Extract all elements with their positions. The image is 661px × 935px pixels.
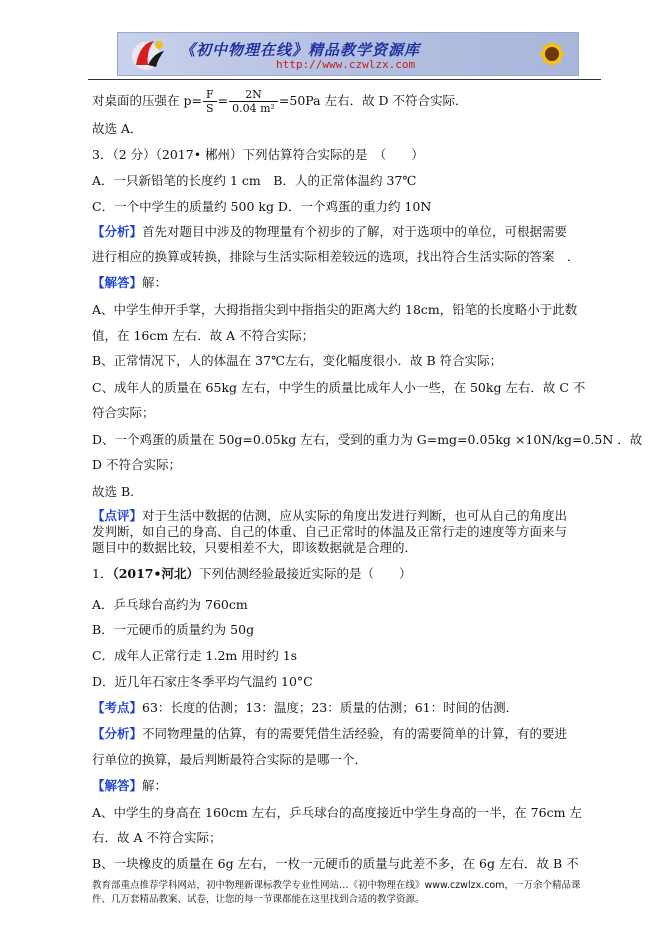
analysis-tag: 【分析】 <box>92 726 143 741</box>
question-3-options-ab: A．一只新铅笔的长度约 1 cm B．人的正常体温约 37℃ <box>92 173 417 188</box>
answer-line: 【解答】解： <box>92 778 168 793</box>
banner-url[interactable]: http://www.czwlzx.com <box>276 58 416 71</box>
text-line: A、中学生的身高在 160cm 左右，乒乓球台的高度接近中学生身高的一半，在 76cm 左 <box>92 805 582 820</box>
question-1-option-a: A．乒乓球台高约为 760cm <box>92 597 248 612</box>
text-line: 发判断，如自己的身高、自己的体重、自己正常时的体温及正常行走的速度等方面来与 <box>92 524 568 539</box>
analysis-line: 【分析】不同物理量的估算，有的需要凭借生活经验，有的需要简单的计算，有的要进 <box>92 726 568 741</box>
fraction-f-over-s: $\frac{F}{S}$ <box>203 88 217 115</box>
text-line: 符合实际； <box>92 405 155 420</box>
question-1-option-b: B．一元硬币的质量约为 50g <box>92 622 255 637</box>
text-line: D、一个鸡蛋的质量在 50g=0.05kg 左右，受到的重力为 G=mg=0.05kg ×10N/kg=0.5N ．故 <box>92 432 643 447</box>
text-line: 对桌面的压强在 p= $\frac{F}{S}$ = $\frac{2N}{\text{0.04 m²}}$ =50Pa 左右．故 D 不符合实际． <box>92 88 468 115</box>
footer-line-2: 件、几万套精品教案、试卷，让您的每一节课都能在这里找到合适的教学资源。 <box>92 894 425 905</box>
question-1-option-c: C．成年人正常行走 1.2m 用时约 1s <box>92 648 298 663</box>
site-logo-icon <box>126 35 170 73</box>
text-line: B、正常情况下，人的体温在 37℃左右，变化幅度很小．故 B 符合实际； <box>92 353 503 368</box>
text-line: 故选 B． <box>92 484 143 499</box>
text-line: 值，在 16cm 左右．故 A 不符合实际； <box>92 328 315 343</box>
question-1-option-d: D．近几年石家庄冬季平均气温约 10°C <box>92 674 313 689</box>
sunflower-icon <box>530 34 574 74</box>
text-line: 右．故 A 不符合实际； <box>92 830 222 845</box>
question-3-stem: 3．（2 分）（2017• 郴州）下列估算符合实际的是 （ ） <box>92 147 424 162</box>
answer-tag: 【解答】 <box>92 778 143 793</box>
answer-tag: 【解答】 <box>92 275 143 290</box>
text-line: D 不符合实际； <box>92 457 181 472</box>
header-divider <box>88 79 601 80</box>
knowledge-point-tag: 【考点】 <box>92 700 143 715</box>
footer-line-1: 教育部重点推荐学科网站，初中物理新课标教学专业性网站…《初中物理在线》www.czwlzx.com，一万余个精品课 <box>92 880 581 891</box>
text-line: 题目中的数据比较，只要相差不大，即该数据就是合理的． <box>92 540 418 555</box>
knowledge-point-line: 【考点】63：长度的估测；13：温度；23：质量的估测；61：时间的估测． <box>92 700 519 715</box>
comment-line: 【点评】对于生活中数据的估测，应从实际的角度出发进行判断，也可从自己的角度出 <box>92 508 568 523</box>
text-line: C、成年人的质量在 65kg 左右，中学生的质量比成年人小一些，在 50kg 左右．故 C 不 <box>92 380 586 395</box>
text-line: 故选 A． <box>92 121 143 136</box>
fraction-2n-over-area: $\frac{2N}{\text{0.04 m²}}$ <box>229 88 278 115</box>
text-line: 行单位的换算，最后判断最符合实际的是哪一个． <box>92 752 368 767</box>
answer-line: 【解答】解： <box>92 275 168 290</box>
banner-title: 《初中物理在线》精品教学资源库 <box>180 41 421 59</box>
comment-tag: 【点评】 <box>92 508 143 523</box>
question-1-stem: 1．（2017•河北）下列估测经验最接近实际的是（ ） <box>92 566 412 581</box>
analysis-line: 【分析】首先对题目中涉及的物理量有个初步的了解，对于选项中的单位，可根据需要 <box>92 224 568 239</box>
analysis-tag: 【分析】 <box>92 224 143 239</box>
text-line: A、中学生伸开手掌，大拇指指尖到中指指尖的距离大约 18cm，铅笔的长度略小于此数 <box>92 302 578 317</box>
text-line: B、一块橡皮的质量在 6g 左右，一枚一元硬币的质量与此差不多，在 6g 左右．故 B 不 <box>92 856 579 871</box>
text-line: 进行相应的换算或转换，排除与生活实际相差较远的选项，找出符合生活实际的答案 ． <box>92 249 580 264</box>
question-3-options-cd: C．一个中学生的质量约 500 kg D．一个鸡蛋的重力约 10N <box>92 199 432 214</box>
header-banner <box>117 32 579 76</box>
